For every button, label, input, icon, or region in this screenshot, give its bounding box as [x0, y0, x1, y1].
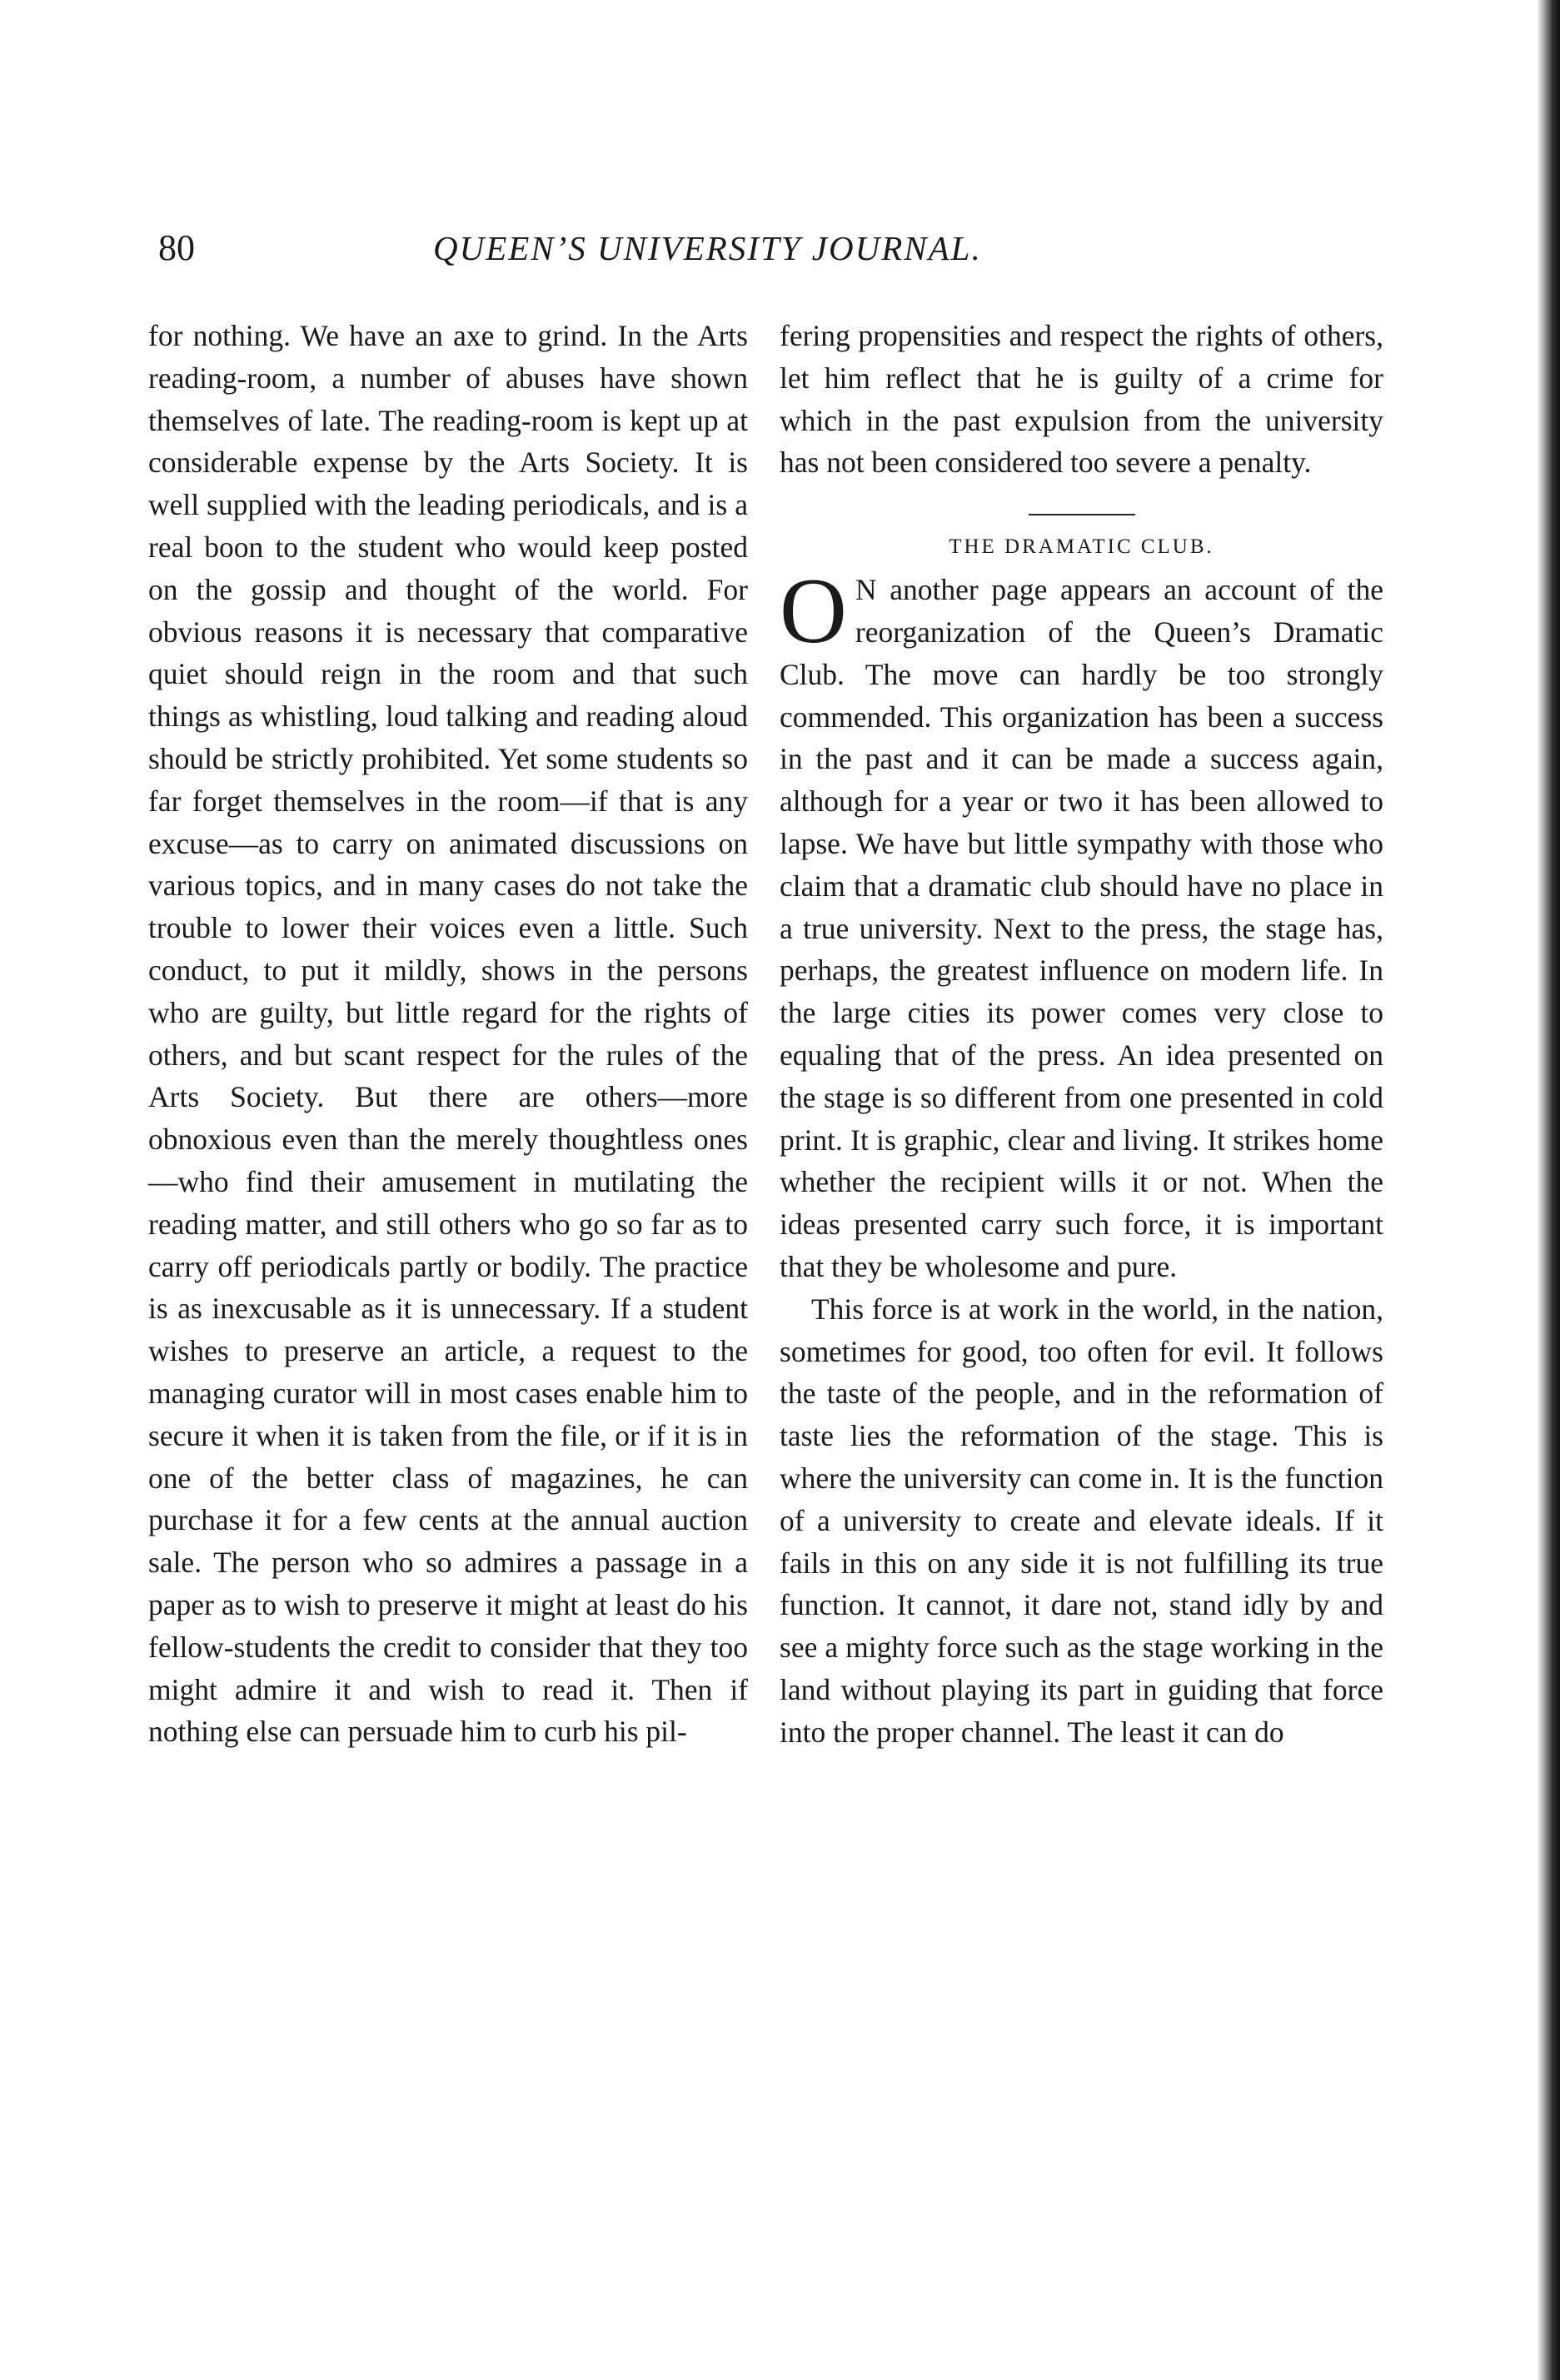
continued-paragraph: fering propensities and respect the rights of others, let him reflect that he is guilty of a crime for which in the past expulsion from the university has not been considered too severe a penalty.: [780, 319, 1383, 480]
section-heading: THE DRAMATIC CLUB.: [949, 535, 1214, 559]
page-edge-shadow: [1537, 0, 1560, 2380]
paragraph-1-text: N another page appears an account of the reorganization of the Queen’s Dramatic Club. The move can hardly be too strongly commended. This organization has been a success in the past and it can be made a success again, although for a year or two it has been allowed to lapse. We have but little sympathy with those who claim that a dramatic club should have no place in a true university. Next to the press, the stage has, perhaps, the greatest influence on modern life. In the large cities its power comes very close to equaling that of the press. An idea presented on the stage is so different from one presented in cold print. It is graphic, clear and living. It strikes home whether the recipient wills it or not. When the ideas presented carry such force, it is important that they be wholesome and pure.: [780, 573, 1383, 1283]
running-head: [158, 223, 1383, 273]
dramatic-club-paragraph-2: This force is at work in the world, in the nation, sometimes for good, too often for evil. It follows the taste of the people, and in the reformation of taste lies the reformation of the stage. This is where the university can come in. It is the function of a university to create and elevate ideals. If it fails in this on any side it is not fulfilling its true function. It cannot, it dare not, stand idly by and see a mighty force such as the stage working in the land without playing its part in guiding that force into the proper channel. The least it can do: [780, 1292, 1383, 1749]
drop-cap: O: [780, 560, 847, 664]
left-column-text: for nothing. We have an axe to grind. In the Arts reading-room, a number of abuses have shown themselves of late. The reading-room is kept up at considerable expense by the Arts Society. It is well supplied with the leading periodicals, and is a real boon to the student who would keep posted on the gossip and thought of the world. For obvious reasons it is necessary that comparative quiet should reign in the room and that such things as whistling, loud talking and reading aloud should be strictly prohibited. Yet some students so far forget themselves in the room—if that is any excuse—as to carry on animated discussions on various topics, and in many cases do not take the trouble to lower their voices even a little. Such conduct, to put it mildly, shows in the persons who are guilty, but little regard for the rights of others, and but scant respect for the rules of the Arts Society. But there are others—more obnoxious even than the merely thoughtless ones—who find their amusement in mutilating the reading matter, and still others who go so far as to carry off periodicals partly or bodily. The practice is as inexcusable as it is unnecessary. If a student wishes to preserve an article, a request to the managing curator will in most cases enable him to secure it when it is taken from the file, or if it is in one of the better class of magazines, he can purchase it for a few cents at the annual auction sale. The person who so admires a passage in a paper as to wish to preserve it might at least do his fellow-students the credit to consider that they too might admire it and wish to read it. Then if nothing else can persuade him to curb his pil-: [148, 319, 748, 1749]
right-column: [780, 315, 1383, 1754]
dramatic-club-paragraph-1: [780, 560, 1383, 1288]
section-divider: [1029, 514, 1135, 515]
journal-title: QUEEN’S UNIVERSITY JOURNAL.: [433, 229, 982, 267]
left-column: [148, 315, 748, 1753]
page-number: 80: [158, 227, 195, 268]
